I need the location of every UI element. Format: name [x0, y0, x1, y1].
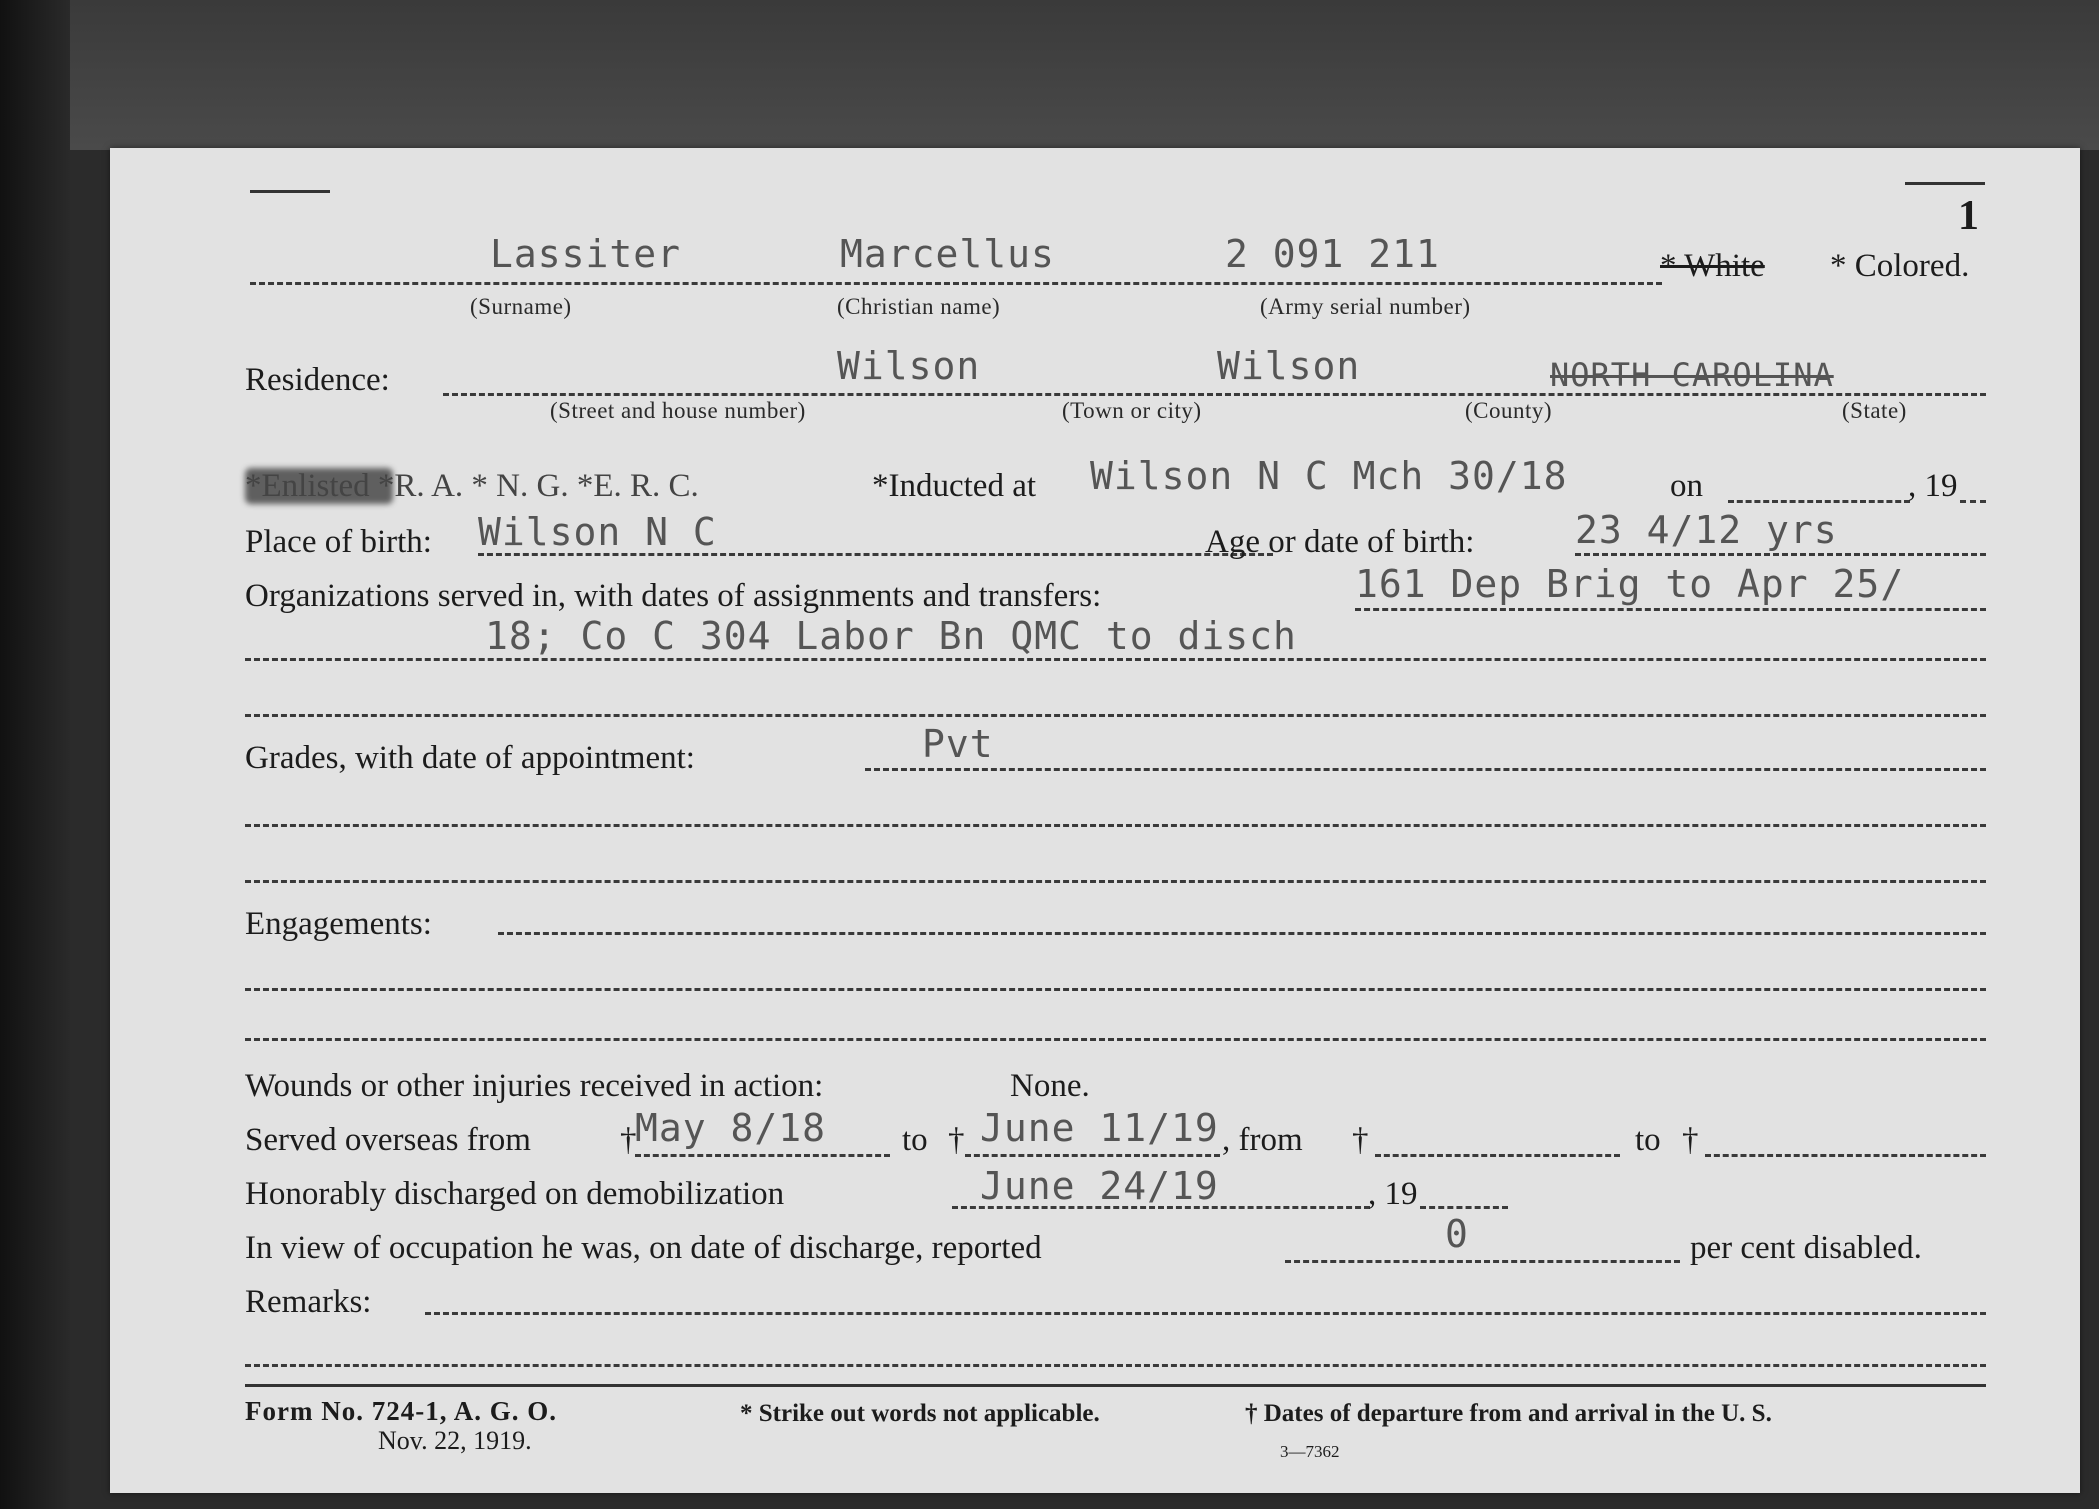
place-of-birth-label: Place of birth: — [245, 524, 432, 560]
engagements-line2 — [245, 988, 1986, 991]
discharge-year-label: , 19 — [1368, 1176, 1418, 1212]
overseas-to-line — [965, 1154, 1220, 1157]
residence-state-value: NORTH CAROLINA — [1550, 356, 1834, 394]
overseas-from2-label: , from — [1222, 1122, 1303, 1158]
caption-town: (Town or city) — [1062, 398, 1202, 423]
top-left-rule — [250, 190, 330, 193]
discharge-line — [952, 1206, 1370, 1209]
serial-number-value: 2 091 211 — [1225, 232, 1440, 276]
overseas-dagger-1: † — [620, 1122, 637, 1158]
wounds-label: Wounds or other injuries received in action: — [245, 1068, 824, 1104]
organizations-line1 — [1355, 608, 1986, 611]
disability-suffix: per cent disabled. — [1690, 1230, 1922, 1266]
scan-background-left — [0, 0, 70, 1509]
inducted-at-value: Wilson N C Mch 30/18 — [1090, 454, 1568, 498]
disability-line — [1285, 1260, 1680, 1263]
age-value: 23 4/12 yrs — [1575, 508, 1838, 552]
dates-note: † Dates of departure from and arrival in the U. S. — [1245, 1400, 1772, 1427]
remarks-line1 — [425, 1312, 1986, 1315]
race-colored-option: * Colored. — [1830, 248, 1970, 284]
christian-name-value: Marcellus — [840, 232, 1055, 276]
name-row-line — [250, 282, 1662, 285]
overseas-dagger-3: † — [1352, 1122, 1369, 1158]
caption-county: (County) — [1465, 398, 1553, 423]
overseas-from-value: May 8/18 — [635, 1106, 827, 1150]
caption-street: (Street and house number) — [550, 398, 806, 423]
organizations-line3 — [245, 714, 1986, 717]
organizations-line2 — [245, 658, 1986, 661]
print-code: 3—7362 — [1280, 1442, 1340, 1461]
engagements-label: Engagements: — [245, 906, 432, 942]
served-overseas-label: Served overseas from — [245, 1122, 531, 1158]
organizations-label: Organizations served in, with dates of assignments and transfers: — [245, 578, 1102, 614]
grades-line3 — [245, 880, 1986, 883]
inducted-year-label: , 19 — [1908, 468, 1958, 504]
disability-value: 0 — [1445, 1212, 1469, 1256]
overseas-to-label: to — [902, 1122, 928, 1158]
enlisted-options: *Enlisted *R. A. * N. G. *E. R. C. — [245, 468, 699, 504]
overseas-to-value: June 11/19 — [980, 1106, 1219, 1150]
caption-serial-number: (Army serial number) — [1260, 294, 1471, 319]
footer-rule — [245, 1384, 1986, 1387]
residence-town-value: Wilson — [837, 344, 981, 388]
grades-value: Pvt — [922, 722, 994, 766]
overseas-from2-line — [1375, 1154, 1620, 1157]
overseas-from-line — [635, 1154, 890, 1157]
organizations-line2-value: 18; Co C 304 Labor Bn QMC to disch — [485, 614, 1297, 658]
inducted-year-line — [1960, 500, 1986, 503]
card-number: 1 — [1958, 193, 1979, 239]
inducted-on-label: on — [1670, 468, 1703, 504]
form-date: Nov. 22, 1919. — [378, 1426, 532, 1455]
discharge-value: June 24/19 — [980, 1164, 1219, 1208]
engagements-line1 — [498, 932, 1986, 935]
age-label: Age or date of birth: — [1205, 524, 1475, 560]
grades-line1 — [865, 768, 1986, 771]
engagements-line3 — [245, 1038, 1986, 1041]
disability-label: In view of occupation he was, on date of discharge, reported — [245, 1230, 1042, 1266]
residence-label: Residence: — [245, 362, 390, 398]
caption-surname: (Surname) — [470, 294, 572, 319]
organizations-line1-value: 161 Dep Brig to Apr 25/ — [1355, 562, 1905, 606]
discharge-label: Honorably discharged on demobilization — [245, 1176, 785, 1212]
caption-christian-name: (Christian name) — [837, 294, 1001, 319]
wounds-value: None. — [1010, 1068, 1090, 1104]
overseas-to2-label: to — [1635, 1122, 1661, 1158]
overseas-dagger-2: † — [948, 1122, 965, 1158]
place-of-birth-line — [478, 553, 1273, 556]
overseas-dagger-4: † — [1682, 1122, 1699, 1158]
caption-state: (State) — [1842, 398, 1907, 423]
age-line — [1575, 553, 1986, 556]
overseas-to2-line — [1705, 1154, 1986, 1157]
place-of-birth-value: Wilson N C — [478, 510, 717, 554]
top-right-rule — [1905, 182, 1985, 185]
form-number: Form No. 724-1, A. G. O. — [245, 1396, 557, 1426]
race-white-option: * White — [1660, 248, 1765, 284]
grades-label: Grades, with date of appointment: — [245, 740, 695, 776]
discharge-year-line — [1420, 1206, 1508, 1209]
surname-value: Lassiter — [490, 232, 682, 276]
scan-background-top — [0, 0, 2099, 150]
inducted-at-label: *Inducted at — [872, 468, 1037, 504]
strike-note: * Strike out words not applicable. — [740, 1400, 1100, 1427]
draft-record-card — [110, 148, 2080, 1493]
grades-line2 — [245, 824, 1986, 827]
remarks-line2 — [245, 1364, 1986, 1367]
residence-county-value: Wilson — [1217, 344, 1361, 388]
remarks-label: Remarks: — [245, 1284, 372, 1320]
inducted-date-line — [1728, 500, 1910, 503]
